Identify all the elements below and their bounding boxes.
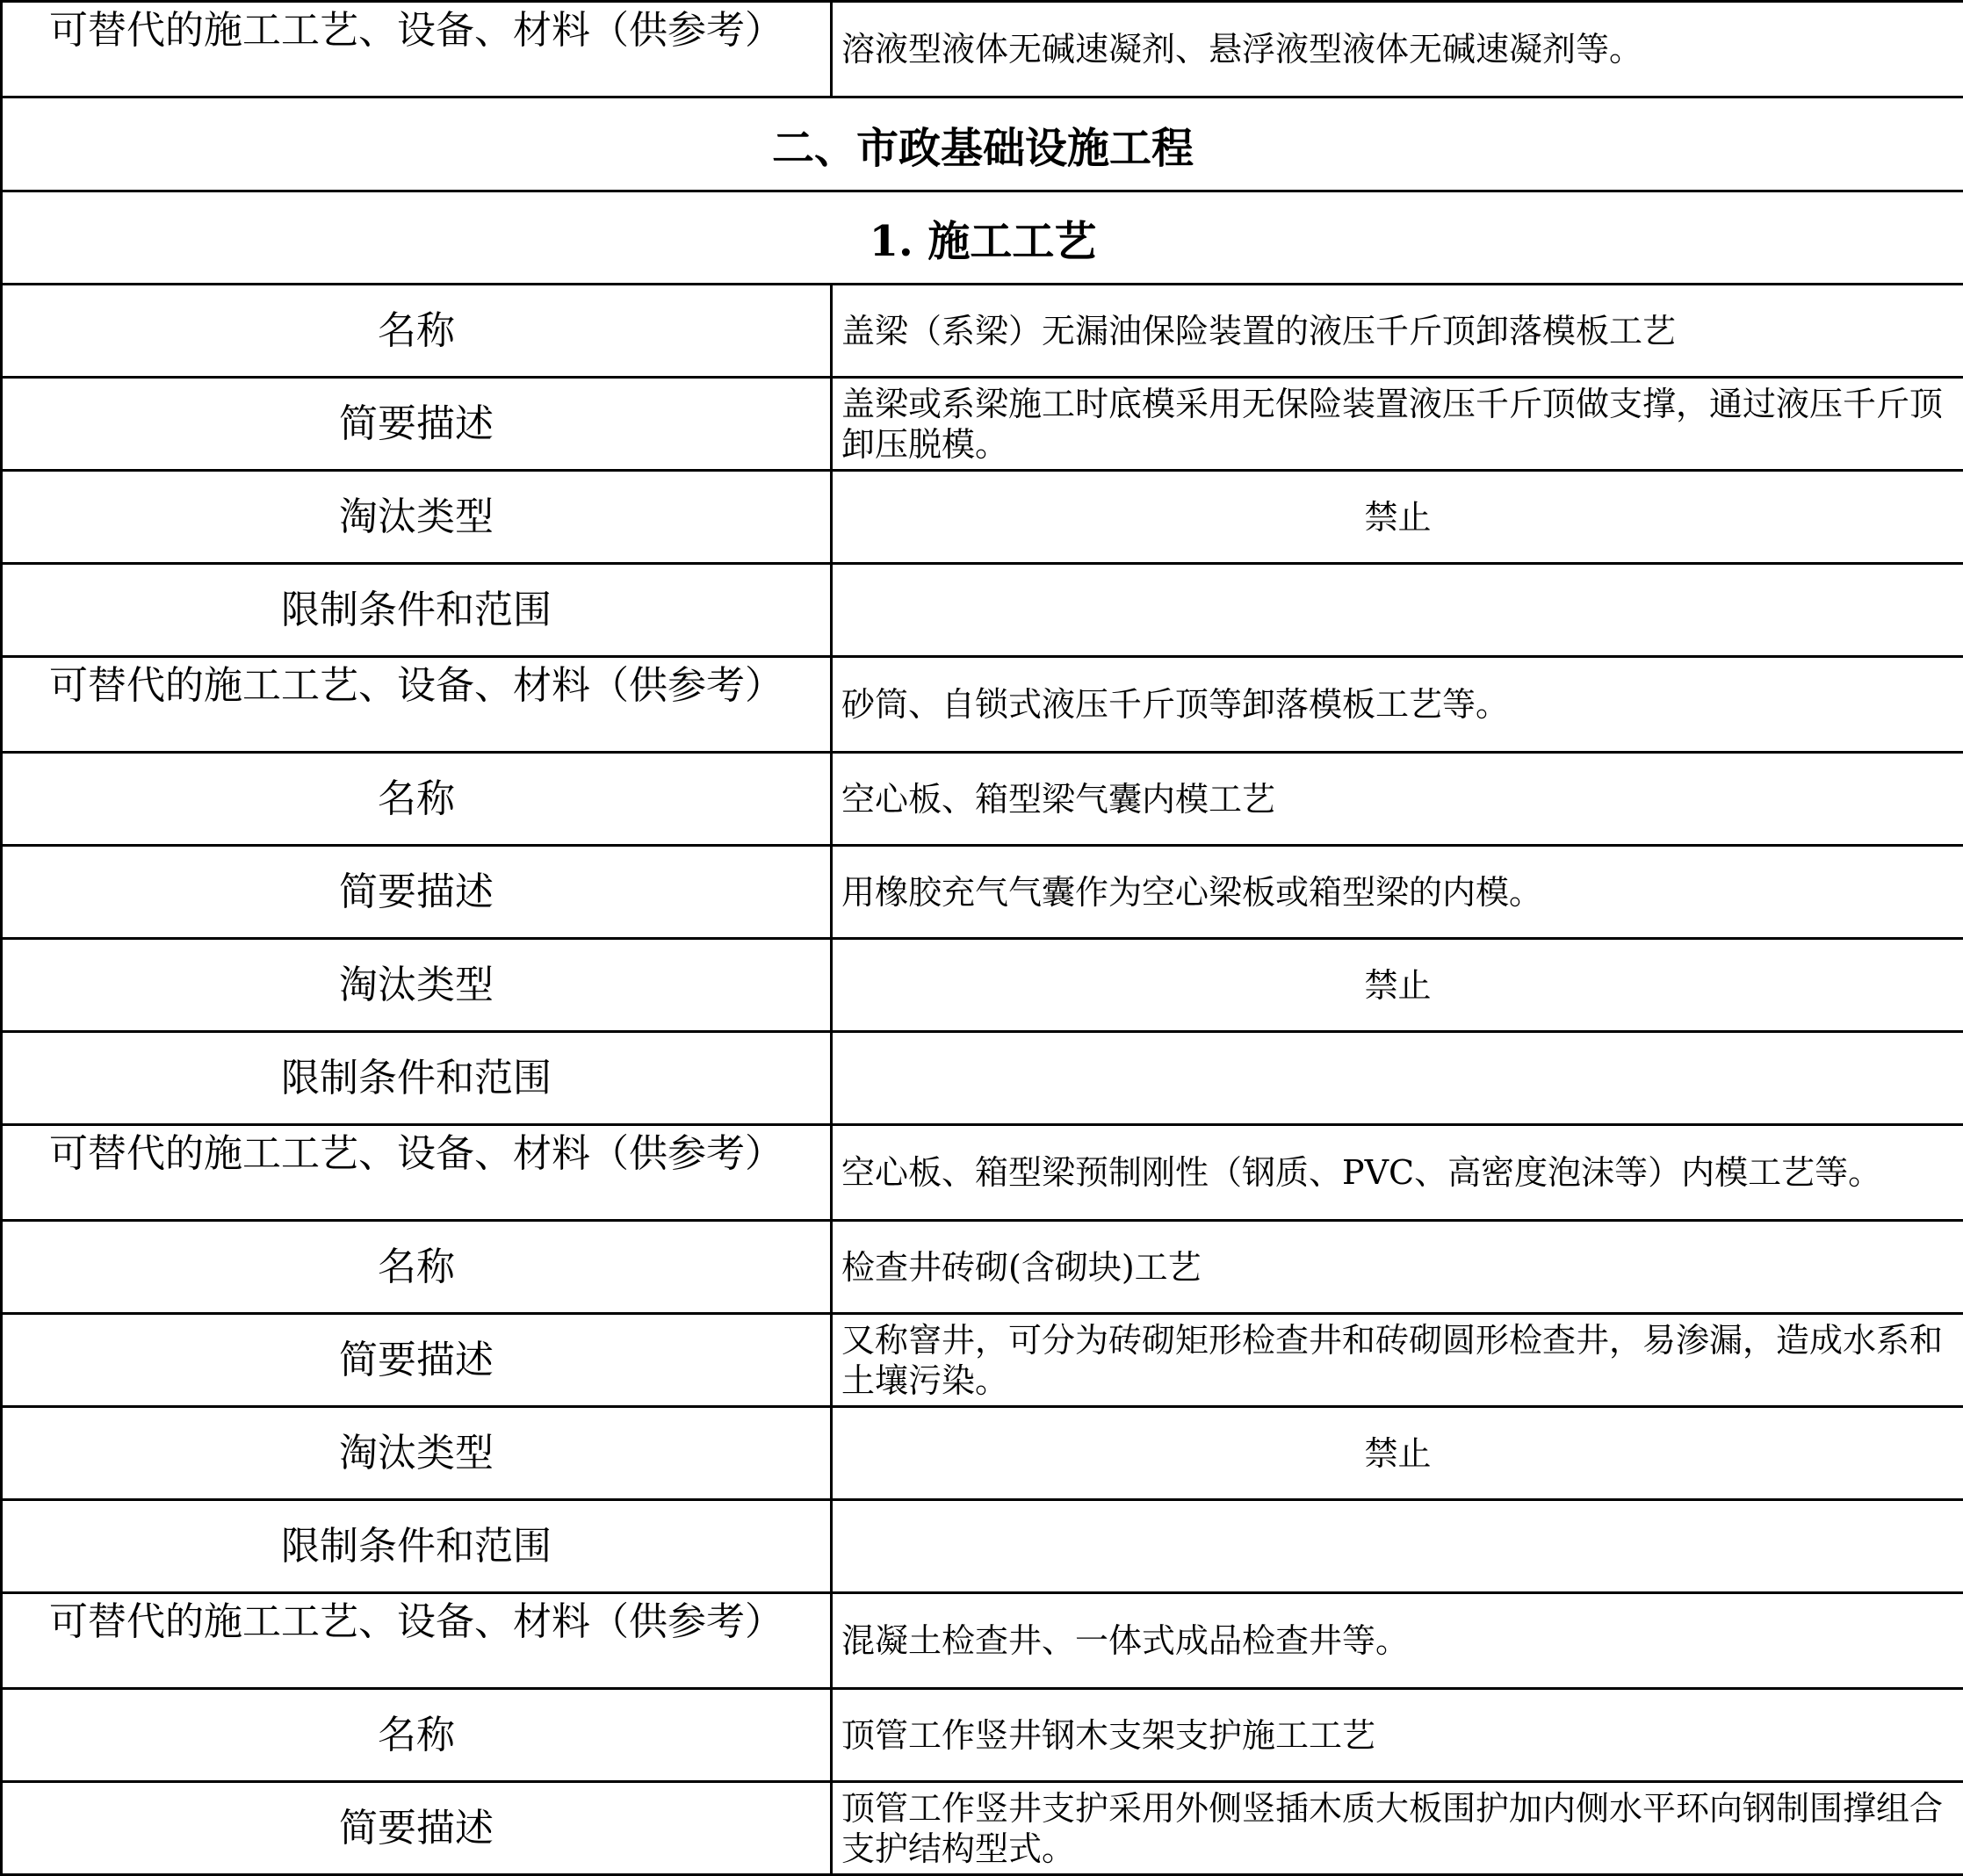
alternative-value: 混凝土检查井、一体式成品检查井等。 (832, 1593, 1963, 1689)
description-value: 用橡胶充气气囊作为空心梁板或箱型梁的内模。 (832, 846, 1963, 939)
limits-value (832, 564, 1963, 657)
alternative-label: 可替代的施工工艺、设备、材料（供参考） (2, 2, 832, 97)
name-value: 盖梁（系梁）无漏油保险装置的液压千斤顶卸落模板工艺 (832, 285, 1963, 378)
type-label: 淘汰类型 (2, 1407, 832, 1500)
description-value: 顶管工作竖井支护采用外侧竖插木质大板围护加内侧水平环向钢制围撑组合支护结构型式。 (832, 1782, 1963, 1875)
table-row (2, 939, 1963, 1032)
table-row (2, 2, 1963, 97)
alternative-value: 砂筒、自锁式液压千斤顶等卸落模板工艺等。 (832, 657, 1963, 753)
type-label: 淘汰类型 (2, 939, 832, 1032)
type-value: 禁止 (832, 471, 1963, 564)
table-row (2, 1500, 1963, 1593)
table-row (2, 1407, 1963, 1500)
alternative-label: 可替代的施工工艺、设备、材料（供参考） (2, 1593, 832, 1689)
name-label: 名称 (2, 285, 832, 378)
name-label: 名称 (2, 1689, 832, 1782)
subsection-header-row (2, 191, 1963, 285)
name-label: 名称 (2, 753, 832, 846)
alternative-label: 可替代的施工工艺、设备、材料（供参考） (2, 1125, 832, 1221)
description-value: 盖梁或系梁施工时底模采用无保险装置液压千斤顶做支撑，通过液压千斤顶卸压脱模。 (832, 378, 1963, 471)
table-row (2, 471, 1963, 564)
description-label: 简要描述 (2, 378, 832, 471)
alternative-label: 可替代的施工工艺、设备、材料（供参考） (2, 657, 832, 753)
table-row (2, 564, 1963, 657)
description-label: 简要描述 (2, 1782, 832, 1875)
alternative-value: 空心板、箱型梁预制刚性（钢质、PVC、高密度泡沫等）内模工艺等。 (832, 1125, 1963, 1221)
table-row (2, 1032, 1963, 1125)
limits-label: 限制条件和范围 (2, 564, 832, 657)
table-row (2, 1125, 1963, 1221)
table-row (2, 753, 1963, 846)
description-label: 简要描述 (2, 1314, 832, 1407)
limits-value (832, 1500, 1963, 1593)
table-row (2, 1314, 1963, 1407)
limits-value (832, 1032, 1963, 1125)
table-row (2, 657, 1963, 753)
limits-label: 限制条件和范围 (2, 1500, 832, 1593)
table-row (2, 1221, 1963, 1314)
table-row (2, 378, 1963, 471)
name-label: 名称 (2, 1221, 832, 1314)
table-row (2, 846, 1963, 939)
type-value: 禁止 (832, 1407, 1963, 1500)
table-row (2, 285, 1963, 378)
type-value: 禁止 (832, 939, 1963, 1032)
name-value: 空心板、箱型梁气囊内模工艺 (832, 753, 1963, 846)
section-header-row (2, 97, 1963, 191)
description-value: 又称窨井，可分为砖砌矩形检查井和砖砌圆形检查井，易渗漏，造成水系和土壤污染。 (832, 1314, 1963, 1407)
table-row (2, 1689, 1963, 1782)
name-value: 顶管工作竖井钢木支架支护施工工艺 (832, 1689, 1963, 1782)
subsection-title: 1. 施工工艺 (2, 191, 1963, 285)
type-label: 淘汰类型 (2, 471, 832, 564)
section-title: 二、市政基础设施工程 (2, 97, 1963, 191)
limits-label: 限制条件和范围 (2, 1032, 832, 1125)
alternative-value: 溶液型液体无碱速凝剂、悬浮液型液体无碱速凝剂等。 (832, 2, 1963, 97)
table-row (2, 1782, 1963, 1875)
name-value: 检查井砖砌(含砌块)工艺 (832, 1221, 1963, 1314)
description-label: 简要描述 (2, 846, 832, 939)
table-row (2, 1593, 1963, 1689)
